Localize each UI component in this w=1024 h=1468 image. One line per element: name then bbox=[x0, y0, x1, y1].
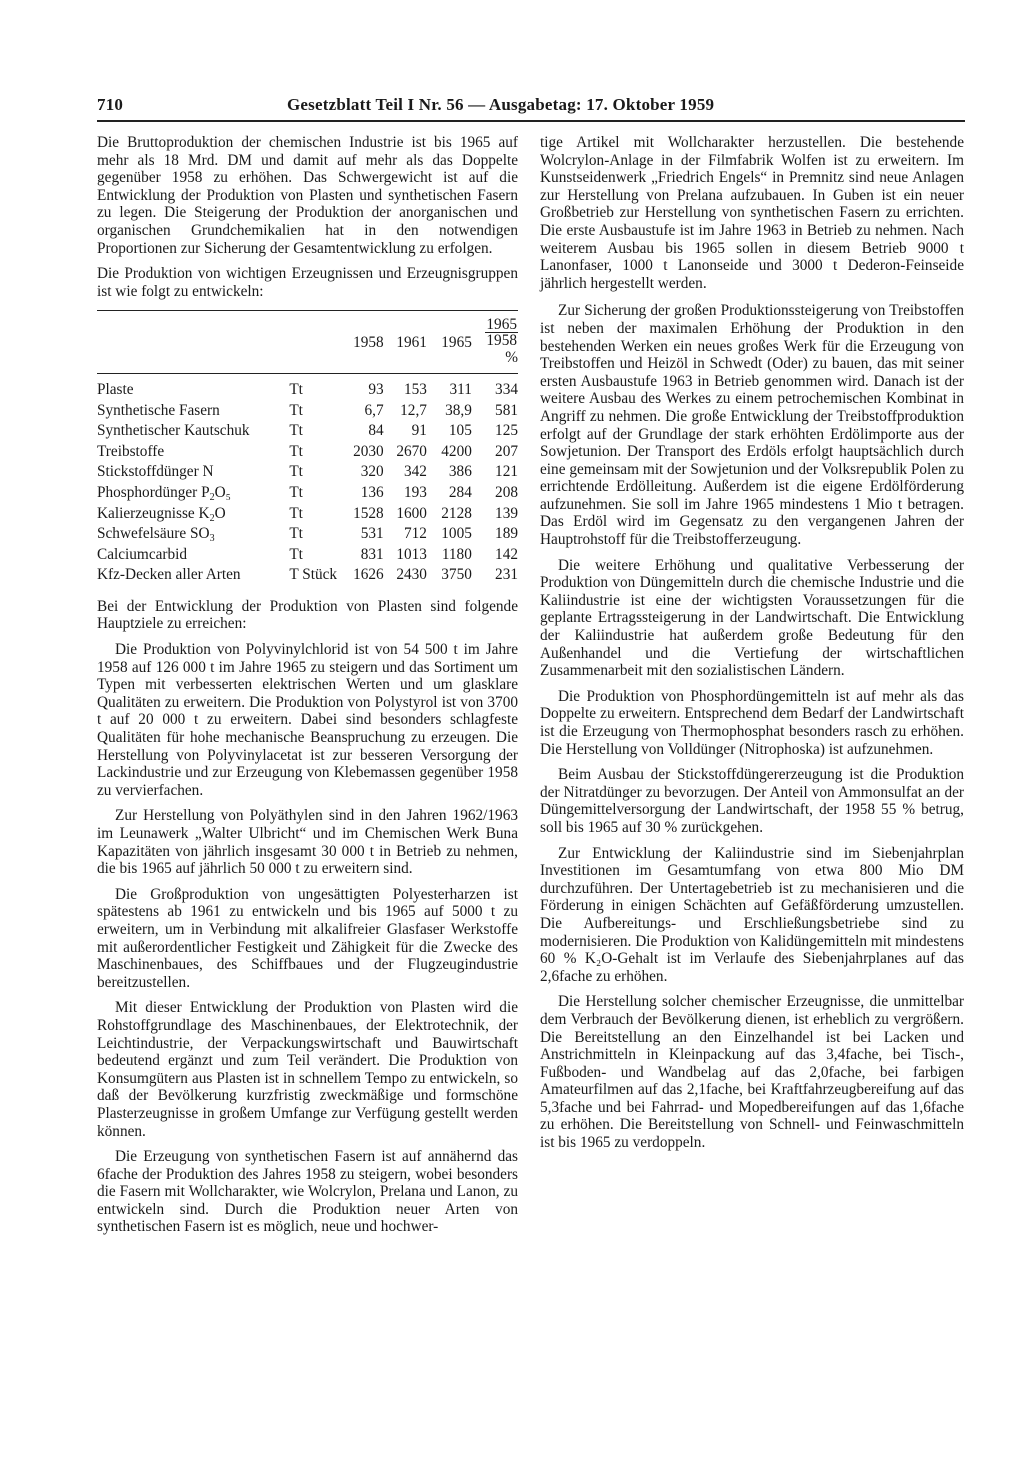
value-1961: 1600 bbox=[396, 504, 427, 522]
formula-subscript: 2 bbox=[209, 512, 215, 524]
value-1965: 386 bbox=[448, 463, 472, 481]
paragraph: Die Erzeugung von synthetischen Fasern ist auf annähernd das 6fache der Produktion des Jahres 1958 zu steigern, wobei besonders die Fasern mit Wollcharakter, wie Wolcrylon, Prelana und Lanon, zu entwickeln sind. Durch die Produktion neuer Arten von synthetischen Fasern ist es möglich, neue und hochwer- bbox=[97, 1148, 518, 1236]
formula-subscript: 2 bbox=[209, 491, 215, 503]
percent-value: 231 bbox=[495, 566, 518, 584]
value-1958: 2030 bbox=[353, 442, 384, 460]
table-row bbox=[97, 504, 518, 525]
value-1958: 136 bbox=[360, 483, 384, 501]
percent-value: 125 bbox=[495, 422, 518, 440]
product-name bbox=[97, 462, 285, 483]
value-1961: 2430 bbox=[396, 566, 427, 584]
value-1965: 4200 bbox=[441, 442, 472, 460]
value-1965: 1180 bbox=[441, 545, 472, 563]
product-label: Synthetischer Kautschuk bbox=[97, 422, 250, 440]
table-row bbox=[97, 442, 518, 463]
product-label: Synthetische Fasern bbox=[97, 401, 220, 419]
value-1958: 1626 bbox=[353, 566, 384, 584]
unit-cell: Tt bbox=[289, 380, 303, 398]
ratio-fraction bbox=[485, 317, 518, 348]
formula-subscript: 3 bbox=[209, 533, 215, 545]
value-1965: 311 bbox=[449, 380, 472, 398]
percent-value: 581 bbox=[495, 401, 518, 419]
value-1961: 712 bbox=[403, 525, 427, 543]
value-1958: 93 bbox=[368, 380, 384, 398]
column-header: 1961 bbox=[384, 311, 427, 374]
paragraph: Die Produktion von wichtigen Erzeugnissen und Erzeugnisgruppen ist wie folgt zu entwickeln: bbox=[97, 265, 518, 300]
value-1958: 84 bbox=[368, 422, 384, 440]
value-1961: 12,7 bbox=[400, 401, 427, 419]
product-name bbox=[97, 524, 285, 545]
product-label: Schwefelsäure SO bbox=[97, 525, 210, 543]
product-label: Calciumcarbid bbox=[97, 545, 188, 563]
ratio-numerator: 1965 bbox=[486, 316, 517, 334]
paragraph: Die Herstellung solcher chemischer Erzeugnisse, die unmittelbar dem Verbrauch der Bevölkerung dienen, ist erheblich zu vergrößern. Die Bereitstellung an den Einzelhandel ist bei Lacken und Anstrichmitteln in Kleinpackung auf das 3,4fache, bei Tisch-, Fußboden- und Wandbelag auf das 2,0fache, bei farbigen Amateurfilmen auf das 2,1fache, bei Kraftfahrzeugbereifung auf das 5,3fache und bei Fahrrad- und Mopedbereifungen auf das 1,6fache zu erhöhen. Die Bereitstellung von Schnell- und Feinwaschmitteln ist bis 1965 zu verdoppeln. bbox=[540, 993, 964, 1152]
unit-cell: Tt bbox=[289, 422, 303, 440]
product-label: Plaste bbox=[97, 380, 134, 398]
table-row bbox=[97, 421, 518, 442]
percent-value: 121 bbox=[495, 463, 518, 481]
product-name bbox=[97, 545, 285, 566]
percent-value: 189 bbox=[495, 525, 518, 543]
page-number: 710 bbox=[97, 95, 124, 114]
value-1961: 1013 bbox=[396, 545, 427, 563]
paragraph: Zur Sicherung der großen Produktionssteigerung von Treibstoffen ist neben der maximalen Erhöhung der Produktion in den bestehenden Werken ein neues großes Werk für die Erzeugung von Treibstoffen und Heizöl in Schwedt (Oder) zu bauen, das mit seiner ersten Ausbaustufe 1963 in Betrieb genommen wird. Danach ist der weitere Ausbau des Werkes zu einem petrochemischen Kombinat in Angriff zu nehmen. Die große Entwicklung der Treibstoffproduktion erfolgt auf der Grundlage der stark erhöhten Erdölimporte aus der Sowjetunion. Der Transport des Erdöls erfolgt hauptsächlich durch eine gemeinsam mit der Sowjetunion und der Volksrepublik Polen zu errichtende Erdölleitung. Außerdem ist die eigene Erdölförderung aufzunehmen. Sie soll im Jahre 1965 mindestens 1 Mio t betragen. Das Erdöl wird im Gegensatz zu den vergangenen Jahren der Hauptrohstoff für die Treibstofferzeugung. bbox=[540, 302, 964, 549]
unit-cell: Tt bbox=[289, 483, 303, 501]
production-table bbox=[97, 310, 518, 586]
value-1961: 91 bbox=[411, 422, 427, 440]
product-label: Stickstoffdünger N bbox=[97, 463, 214, 481]
unit-cell: Tt bbox=[289, 504, 303, 522]
paragraph: tige Artikel mit Wollcharakter herzustellen. Die bestehende Wolcrylon-Anlage in der Filmfabrik Wolfen ist zu erweitern. Im Kunstseidenwerk „Friedrich Engels“ in Premnitz sind neue Anlagen zur Herstellung von Prelana aufzubauen. In Guben ist ein neuer Großbetrieb zur Herstellung von synthetischen Fasern zu errichten. Die erste Ausbaustufe ist im Jahre 1963 in Betrieb zu nehmen. Nach weiterem Ausbau bis 1965 sollen in diesem Betrieb 9000 t Lanonfaser, 1000 t Lanonseide und 3000 t Dederon-Feinseide jährlich hergestellt werden. bbox=[540, 134, 964, 292]
column-header: 1965 bbox=[427, 311, 472, 374]
paragraph: Mit dieser Entwicklung der Produktion von Plasten wird die Rohstoffgrundlage des Maschinenbaues, der Elektrotechnik, der Leichtindustrie, der Verpackungswirtschaft und Bauwirtschaft bedeutend ergänzt und zum Teil verändert. Die Produktion von Konsumgütern aus Plasten ist in schnellem Tempo zu entwickeln, so daß der Bevölkerung kurzfristig zweckmäßige und formschöne Plasterzeugnisse in großem Umfange zur Verfügung gestellt werden können. bbox=[97, 999, 518, 1140]
product-label: Treibstoffe bbox=[97, 442, 165, 460]
table-row bbox=[97, 462, 518, 483]
table-header-row bbox=[97, 311, 518, 374]
value-1961: 193 bbox=[403, 483, 427, 501]
table-row bbox=[97, 483, 518, 504]
gazette-title: Gesetzblatt Teil I Nr. 56 — Ausgabetag: 17. Oktober 1959 bbox=[287, 95, 715, 114]
value-1958: 1528 bbox=[353, 504, 384, 522]
value-1958: 531 bbox=[360, 525, 384, 543]
value-1958: 6,7 bbox=[364, 401, 384, 419]
value-1965: 105 bbox=[448, 422, 472, 440]
value-1958: 831 bbox=[360, 545, 384, 563]
value-1965: 284 bbox=[448, 483, 472, 501]
percent-value: 207 bbox=[495, 442, 518, 460]
page-header bbox=[97, 94, 965, 122]
table-row bbox=[97, 524, 518, 545]
value-1965: 2128 bbox=[441, 504, 472, 522]
product-label: Kalierzeugnisse K bbox=[97, 504, 210, 522]
product-name bbox=[97, 421, 285, 442]
unit-cell: Tt bbox=[289, 525, 303, 543]
product-name bbox=[97, 442, 285, 463]
value-1958: 320 bbox=[360, 463, 384, 481]
unit-cell: Tt bbox=[289, 401, 303, 419]
table-row bbox=[97, 373, 518, 400]
product-name bbox=[97, 401, 285, 422]
product-name bbox=[97, 373, 285, 400]
paragraph: Beim Ausbau der Stickstoffdüngererzeugung ist die Produktion der Nitratdünger zu bevorzugen. Der Anteil von Ammonsulfat an der Düngemittelversorgung der Landwirtschaft, der 1958 55 % betrug, soll bis 1965 auf 30 % zurückgehen. bbox=[540, 766, 964, 836]
paragraph: Die Produktion von Phosphordüngemitteln ist auf mehr als das Doppelte zu erweitern. Entsprechend dem Bedarf der Landwirtschaft ist die Erzeugung von Thermophosphat besonders rasch zu erhöhen. Die Herstellung von Volldünger (Nitrophoska) ist aufzunehmen. bbox=[540, 687, 964, 758]
product-name bbox=[97, 483, 285, 504]
product-name bbox=[97, 504, 285, 525]
unit-cell: Tt bbox=[289, 545, 303, 563]
product-name bbox=[97, 565, 285, 586]
value-1965: 3750 bbox=[441, 566, 472, 584]
paragraph: Die Großproduktion von ungesättigten Polyesterharzen ist spätestens ab 1961 zu entwickeln und bis 1965 auf 5000 t zu erweitern, um in Verbindung mit alkalifreier Glasfaser Werkstoffe mit außerordentlicher Festigkeit und Zähigkeit für die Zwecke des Maschinenbaues, des Schiffbaues und der Flugzeugindustrie bereitzustellen. bbox=[97, 885, 518, 991]
right-column bbox=[540, 134, 964, 1160]
paragraph: Zur Entwicklung der Kaliindustrie sind im Siebenjahrplan Investitionen im Gesamtumfang von etwa 800 Mio DM durchzuführen. Der Untertagebetrieb ist zu mechanisieren und die Förderung in einigen Schächten auf Gefäßförderung umzustellen. Die Aufbereitungs- und Erschließungsbetriebe sind zu modernisieren. Die Produktion von Kalidüngemitteln mit mindestens 60 % K₂O-Gehalt ist im Verlaufe des Siebenjahrplanes auf das 2,6fache zu erhöhen. bbox=[540, 844, 964, 985]
value-1961: 2670 bbox=[396, 442, 427, 460]
product-label: Kfz-Decken aller Arten bbox=[97, 566, 241, 584]
left-column bbox=[97, 134, 518, 1244]
value-1961: 342 bbox=[403, 463, 427, 481]
product-label: Phosphordünger P bbox=[97, 483, 210, 501]
paragraph: Die weitere Erhöhung und qualitative Verbesserung der Produktion von Düngemitteln durch die chemische Industrie und die Kaliindustrie ist eine der wichtigsten Voraussetzungen für die geplante Ertragssteigerung in der Landwirtschaft. Die Entwicklung der Kaliindustrie hat außerdem große Bedeutung für den Außenhandel und die Vertiefung der wirtschaftlichen Zusammenarbeit mit den sozialistischen Ländern. bbox=[540, 556, 964, 680]
paragraph: Zur Herstellung von Polyäthylen sind in den Jahren 1962/1963 im Leunawerk „Walter Ulbricht“ und im Chemischen Werk Buna Kapazitäten von jährlich insgesamt 30 000 t in Betrieb zu nehmen, die bis 1965 auf jährlich 50 000 t zu erweitern sind. bbox=[97, 807, 518, 878]
formula-tail: O bbox=[214, 504, 226, 522]
paragraph: Die Bruttoproduktion der chemischen Industrie ist bis 1965 auf mehr als 18 Mrd. DM und damit auf mehr als das Doppelte gegenüber 1958 zu erhöhen. Das Schwergewicht ist auf die Entwicklung der Produktion von Plasten und synthetischen Fasern zu legen. Die Steigerung der Produktion der anorganischen und organischen Grundchemikalien hat in den notwendigen Proportionen zur Sicherung der Gesamtentwicklung zu erfolgen. bbox=[97, 134, 518, 257]
value-1961: 153 bbox=[403, 380, 427, 398]
column-header: 1958 bbox=[337, 311, 384, 374]
value-1965: 38,9 bbox=[445, 401, 472, 419]
percent-sign: % bbox=[505, 349, 518, 367]
unit-cell: Tt bbox=[289, 463, 303, 481]
paragraph: Die Produktion von Polyvinylchlorid ist von 54 500 t im Jahre 1958 auf 126 000 t im Jahre 1965 zu steigern und das Sortiment um Typen mit verbesserten elektrischen Werten und um glasklare Qualitäten zu erweitern. Die Produktion von Polystyrol ist von 3700 t auf 20 000 t zu erweitern. Dabei sind besonders schlagfeste Qualitäten für hohe mechanische Beanspruchung zu erzeugen. Die Herstellung von Polyvinylacetat ist zur besseren Versorgung der Lackindustrie und zur Erzeugung von Klebemassen gegenüber 1958 zu vervierfachen. bbox=[97, 641, 518, 799]
ratio-denominator: 1958 bbox=[486, 332, 517, 350]
percent-value: 334 bbox=[495, 380, 518, 398]
table-row bbox=[97, 545, 518, 566]
table-row bbox=[97, 401, 518, 422]
paragraph: Bei der Entwicklung der Produktion von Plasten sind folgende Hauptziele zu erreichen: bbox=[97, 597, 518, 633]
value-1965: 1005 bbox=[441, 525, 472, 543]
ratio-header bbox=[472, 311, 518, 374]
table-body bbox=[97, 373, 518, 585]
table-row bbox=[97, 565, 518, 586]
percent-value: 139 bbox=[495, 504, 518, 522]
percent-value: 208 bbox=[495, 483, 518, 501]
percent-value: 142 bbox=[495, 545, 518, 563]
unit-cell: Tt bbox=[289, 442, 303, 460]
formula-tail: O₅ bbox=[214, 483, 231, 501]
unit-cell: T Stück bbox=[289, 566, 338, 584]
